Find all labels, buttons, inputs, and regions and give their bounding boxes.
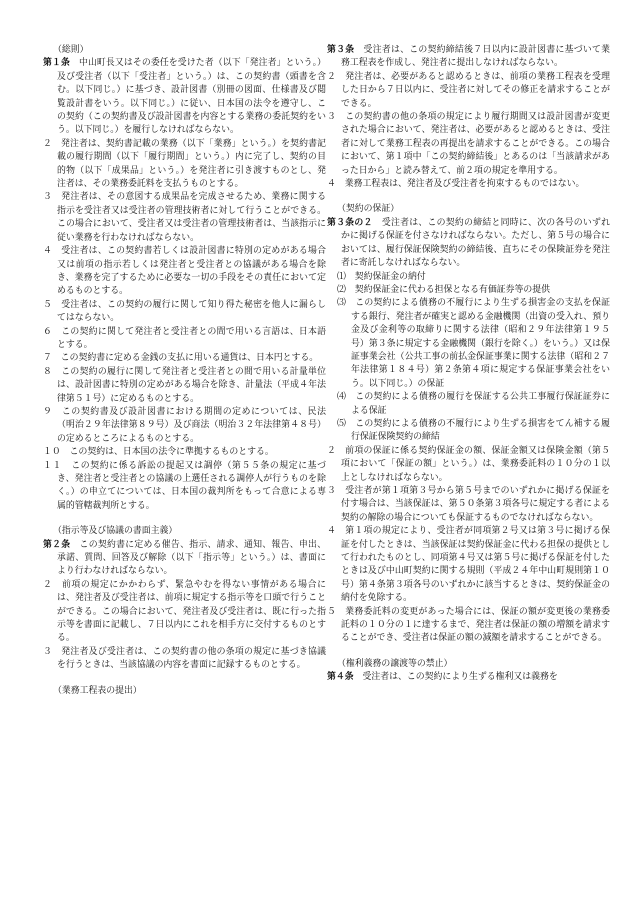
left-column (43, 44, 326, 698)
article-paragraph (327, 217, 610, 271)
clause-paragraph: ３ 発注者及び受注者は、この契約書の他の条項の規定に基づき協議を行うときは、当該協議の内容を書面に記録するものとする。 (43, 646, 326, 671)
list-item: ⑷ この契約による債務の履行を保証する公共工事履行保証証券による保証 (337, 392, 610, 416)
clause-paragraph: ９ この契約書及び設計図書における期間の定めについては、民法（明治２９年法律第８９号）及び商法（明治３２年法律第４８号）の定めるところによるものとする。 (43, 406, 326, 444)
clause-paragraph: ２ 前項の規定にかかわらず、緊急やむを得ない事情がある場合には、発注者及び受注者は、前項に規定する指示等を口頭で行うことができる。この場合において、発注者及び受注者は、既に行った指示等を書面に記載し、７日以内にこれを相手方に交付するものとする。 (43, 579, 326, 644)
clause-paragraph: ５ 業務委託料の変更があった場合には、保証の額が変更後の業務委託料の１０分の１に達するまで、発注者は保証の額の増額を請求することができ、受注者は保証の額の減額を請求することができる。 (327, 606, 610, 644)
article-label: 第２条 (43, 539, 71, 550)
article-paragraph (43, 57, 326, 137)
article-text: この契約書に定める催告、指示、請求、通知、報告、申出、承諾、質問、回答及び解除（以下「指示等」という。）は、書面により行わなければならない。 (57, 539, 327, 577)
article-text: 受注者は、この契約締結後７日以内に設計図書に基づいて業務工程表を作成し、発注者に提出しなければならない。 (341, 45, 611, 69)
clause-paragraph: ４ 業務工程表は、発注者及び受注者を拘束するものではない。 (327, 179, 585, 190)
article-paragraph (327, 44, 610, 71)
section-heading: （業務工程表の提出） (53, 685, 142, 696)
clause-paragraph: ３ 受注者が第１項第３号から第５号までのいずれかに掲げる保証を付す場合は、当該保証は、第５０条第３項各号に規定する者による契約の解除の場合についても保証するものでなければならない。 (327, 486, 610, 523)
article-label: 第３条 (327, 45, 355, 55)
right-column (327, 44, 610, 685)
article-label: 第３条の２ (327, 217, 373, 228)
clause-paragraph: ７ この契約書に定める金銭の支払に用いる通貨は、日本円とする。 (43, 353, 319, 364)
clause-paragraph: ４ 受注者は、この契約書若しくは設計図書に特別の定めがある場合又は前項の指示若しくは発注者と受注者との協議がある場合を除き、業務を完了するために必要な一切の手段をその責任において定めるものとする。 (43, 246, 326, 297)
list-item: ⑶ この契約による債務の不履行により生ずる損害金の支払を保証する銀行、発注者が確実と認める金融機関（出資の受入れ、預り金及び金利等の取締りに関する法律（昭和２９年法律第１９５号）第３条に規定する金融機関（銀行を除く。）をいう。）又は保証事業会社（公共工事の前払金保証事業に関する法律（昭和２７年法律第１８４号）第２条第４項に規定する保証事業会社をいう。以下同じ。）の保証 (337, 298, 610, 389)
list-item: ⑴ 契約保証金の納付 (337, 271, 426, 282)
article-label: 第４条 (327, 672, 354, 683)
clause-paragraph: １１ この契約に係る訴訟の提起又は調停（第５５条の規定に基づき、発注者と受注者との協議の上選任される調停人が行うものを除く。）の申立てについては、日本国の裁判所をもって合意による専属的管轄裁判所とする。 (43, 460, 326, 511)
article-label: 第１条 (43, 58, 70, 69)
section-heading: （契約の保証） (337, 204, 400, 215)
article-paragraph (43, 539, 326, 579)
clause-paragraph: ２ 発注者は、契約書記載の業務（以下「業務」という。）を契約書記載の履行期間（以下「履行期間」という。）内に完了し、契約の目的物（以下「成果品」という。）を発注者に引き渡すものとし、発注者は、その業務委託料を支払うものとする。 (43, 138, 326, 190)
clause-paragraph: ５ 受注者は、この契約の履行に関して知り得た秘密を他人に漏らしてはならない。 (43, 299, 326, 324)
clause-paragraph: ３ 発注者は、その意図する成果品を完成させるため、業務に関する指示を受注者又は受注者の管理技術者に対して行うことができる。この場合において、受注者又は受注者の管理技術者は、当該指示に従い業務を行わなければならない。 (43, 192, 326, 243)
list-item: ⑵ 契約保証金に代わる担保となる有価証券等の提供 (337, 284, 550, 295)
clause-paragraph: ２ 前項の保証に係る契約保証金の額、保証金額又は保険金額（第５項において「保証の額」という。）は、業務委託料の１０分の１以上としなければならない。 (327, 445, 610, 483)
clause-paragraph: ３ この契約書の他の条項の規定により履行期間又は設計図書が変更された場合において、発注者は、必要があると認めるときは、受注者に対して業務工程表の再提出を請求することができる。この場合において、第１項中「この契約締結後」とあるのは「当該請求があった日から」と読み替えて、前２項の規定を準用する。 (327, 112, 610, 176)
article-text: 中山町長又はその委任を受けた者（以下「発注者」という。）及び受注者（以下「受注者」という。）は、この契約書（頭書を含む。以下同じ。）に基づき、設計図書（別冊の図面、仕様書及び閲覧設計書をいう。以下同じ。）に従い、日本国の法令を遵守し、この契約（この契約書及び設計図書を内容とする業務の委託契約をいう。以下同じ。）を履行しなければならない。 (57, 58, 327, 136)
article-paragraph (327, 671, 610, 684)
section-heading: （権利義務の譲渡等の禁止） (337, 658, 453, 669)
clause-paragraph: ８ この契約の履行に関して発注者と受注者との間で用いる計量単位は、設計図書に特別の定めがある場合を除き、計量法（平成４年法律第５１号）に定めるものとする。 (43, 366, 326, 404)
clause-paragraph: ４ 第１項の規定により、受注者が同項第２号又は第３号に掲げる保証を付したときは、当該保証は契約保証金に代わる担保の提供として行われたものとし、同項第４号又は第５号に掲げる保証を付したときは及び中山町契約に関する規則（平成２４年中山町規則第１０号）第４条第３項各号のいずれかに該当するときは、契約保証金の納付を免除する。 (327, 526, 610, 604)
section-heading: （総則） (53, 45, 89, 55)
article-text: 受注者は、この契約により生ずる権利又は義務を (353, 672, 558, 683)
section-heading: （指示等及び協議の書面主義） (53, 526, 178, 537)
list-item: ⑸ この契約による債務の不履行により生ずる損害をてん補する履行保証保険契約の締結 (337, 418, 610, 443)
clause-paragraph: ２ 発注者は、必要があると認めるときは、前項の業務工程表を受理した日から７日以内に、受注者に対してその修正を請求することができる。 (327, 71, 610, 109)
article-text: 受注者は、この契約の締結と同時に、次の各号のいずれかに掲げる保証を付さなければならない。ただし、第５号の場合においては、履行保証保険契約の締結後、直ちにその保険証券を発注者に寄託しなければならない。 (341, 217, 610, 269)
clause-paragraph: １０ この契約は、日本国の法令に準拠するものとする。 (43, 447, 274, 458)
clause-paragraph: ６ この契約に関して発注者と受注者との間で用いる言語は、日本語とする。 (43, 326, 326, 350)
